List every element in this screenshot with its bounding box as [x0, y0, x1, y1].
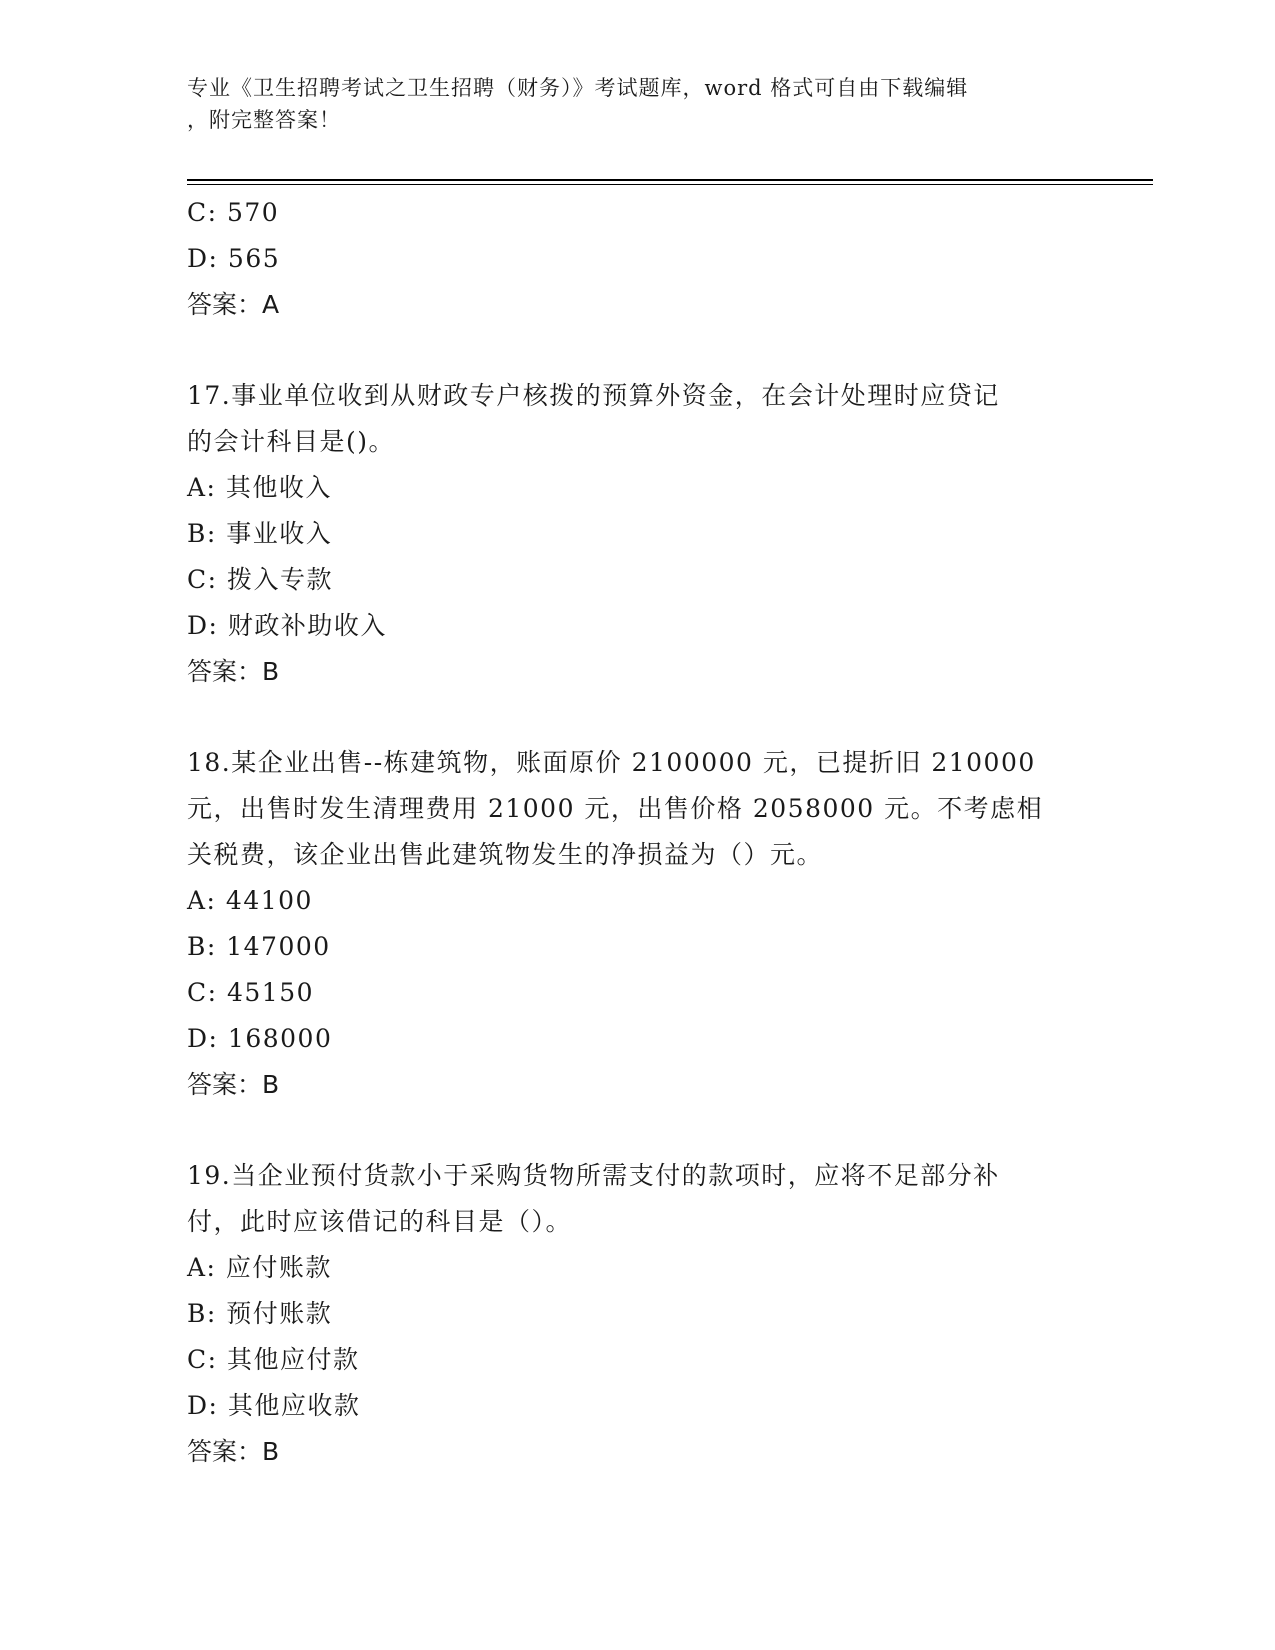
- question-text-line: 付，此时应该借记的科目是（）。: [187, 1207, 573, 1236]
- option-d: D: 其他应收款: [187, 1391, 361, 1420]
- option-c: C: 570: [187, 198, 280, 227]
- spacer: [187, 1108, 1087, 1153]
- option-c: C: 其他应付款: [187, 1345, 360, 1374]
- answer-label: 答案：B: [187, 1070, 280, 1099]
- question-text-line: 元，出售时发生清理费用 21000 元，出售价格 2058000 元。不考虑相: [187, 794, 1044, 823]
- answer-label: 答案：B: [187, 657, 280, 686]
- option-b: B: 预付账款: [187, 1299, 333, 1328]
- spacer: [187, 328, 1087, 373]
- option-a: A: 应付账款: [187, 1253, 332, 1282]
- option-b: B: 147000: [187, 932, 331, 961]
- document-header: [187, 72, 1067, 136]
- header-divider-thick: [187, 179, 1153, 181]
- option-d: D: 财政补助收入: [187, 611, 387, 640]
- option-d: D: 168000: [187, 1024, 333, 1053]
- question-text-line: 关税费，该企业出售此建筑物发生的净损益为（）元。: [187, 840, 824, 869]
- option-d: D: 565: [187, 244, 281, 273]
- header-divider-thin: [187, 184, 1153, 185]
- option-c: C: 拨入专款: [187, 565, 333, 594]
- question-text-line: 19.当企业预付货款小于采购货物所需支付的款项时，应将不足部分补: [187, 1161, 1000, 1190]
- question-text-line: 17.事业单位收到从财政专户核拨的预算外资金，在会计处理时应贷记: [187, 381, 1000, 410]
- question-17: [187, 373, 1087, 695]
- header-title-line-2: ，附完整答案！: [187, 108, 341, 132]
- option-c: C: 45150: [187, 978, 315, 1007]
- option-a: A: 44100: [187, 886, 313, 915]
- header-title-line-1: 专业《卫生招聘考试之卫生招聘（财务）》考试题库，word 格式可自由下载编辑: [187, 76, 969, 100]
- answer-label: 答案：B: [187, 1437, 280, 1466]
- question-text-line: 18.某企业出售--栋建筑物，账面原价 2100000 元，已提折旧 210000: [187, 748, 1036, 777]
- question-16: [187, 190, 1087, 328]
- question-18: [187, 740, 1087, 1108]
- option-b: B: 事业收入: [187, 519, 333, 548]
- spacer: [187, 695, 1087, 740]
- option-a: A: 其他收入: [187, 473, 332, 502]
- question-list: [187, 190, 1087, 1475]
- question-text-line: 的会计科目是()。: [187, 427, 396, 456]
- answer-label: 答案：A: [187, 290, 280, 319]
- question-19: [187, 1153, 1087, 1475]
